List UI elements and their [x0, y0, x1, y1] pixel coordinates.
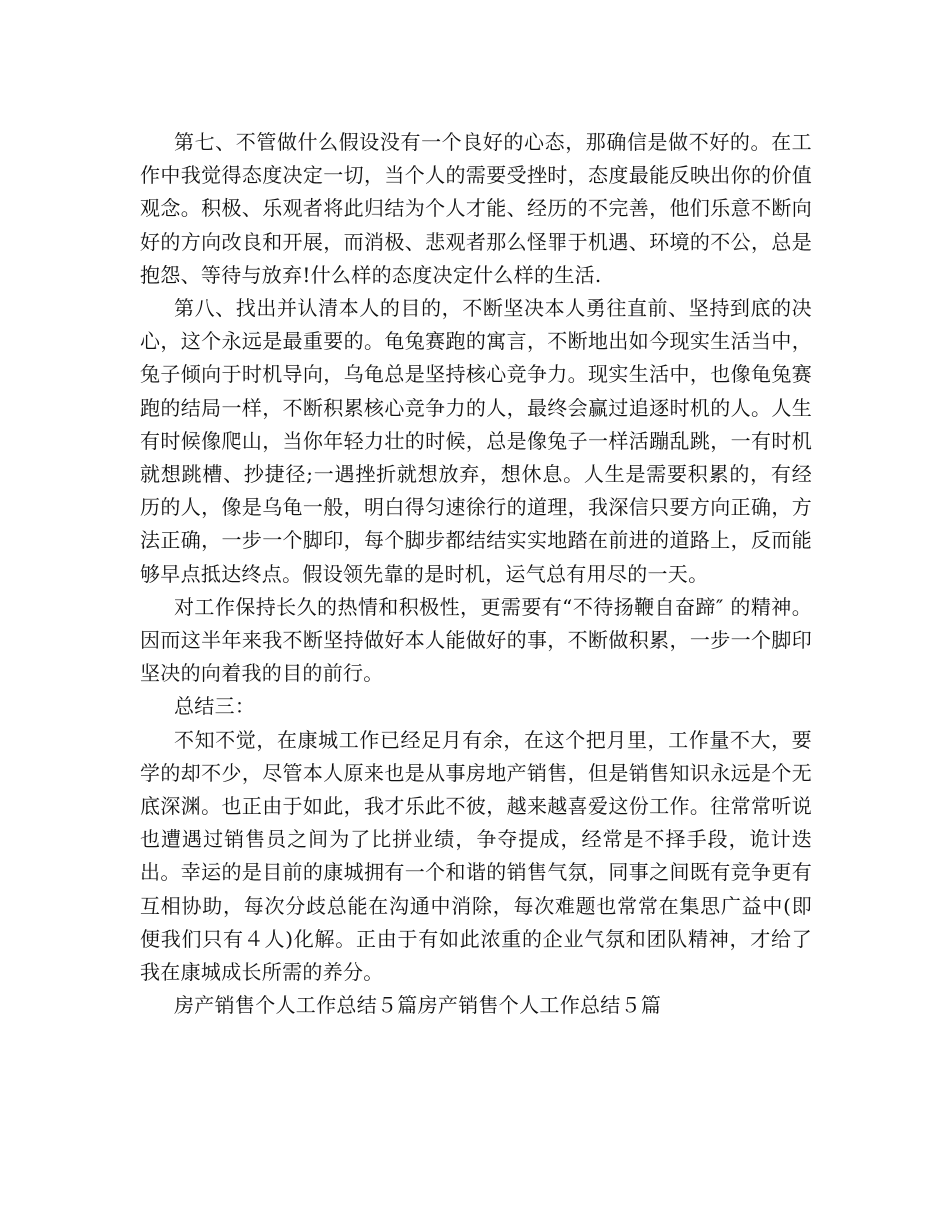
section-heading-summary-three: 总结三： — [174, 694, 256, 719]
paragraph-kangcheng-work: 不知不觉，在康城工作已经足月有余，在这个把月里，工作量不大，要学的却不少，尽管本人原来也是从事房地产销售，但是销售知识永远是个无底深渊。也正由于如此，我才乐此不彼，越来越喜爱这份工作。往常常听说也遭遇过销售员之间为了比拼业绩，争夺提成，经常是不择手段，诡计迭出。幸运的是目前的康城拥有一个和谐的销售气氛，同事之间既有竞争更有互相协助，每次分歧总能在沟通中消除，每次难题也常常在集思广益中(即便我们只有４人)化解。正由于有如此浓重的企业气氛和团队精神，才给了我在康城成长所需的养分。 — [140, 727, 812, 985]
document-body — [140, 126, 812, 1022]
paragraph-point-eight: 第八、找出并认清本人的目的，不断坚决本人勇往直前、坚持到底的决心，这个永远是最重要的。龟兔赛跑的寓言，不断地出如今现实生活当中，兔子倾向于时机导向，乌龟总是坚持核心竞争力。现实生活中，也像龟兔赛跑的结局一样，不断积累核心竞争力的人，最终会赢过追逐时机的人。人生有时候像爬山，当你年轻力壮的时候，总是像兔子一样活蹦乱跳，一有时机就想跳槽、抄捷径;一遇挫折就想放弃，想休息。人生是需要积累的，有经历的人，像是乌龟一般，明白得匀速徐行的道理，我深信只要方向正确，方法正确，一步一个脚印，每个脚步都结结实实地踏在前进的道路上，反而能够早点抵达终点。假设领先靠的是时机，运气总有用尽的一天。 — [140, 296, 812, 586]
paragraph-title-repeat: 房产销售个人工作总结５篇房产销售个人工作总结５篇 — [174, 993, 662, 1018]
paragraph-enthusiasm: 对工作保持长久的热情和积极性，更需要有“不待扬鞭自奋蹄″ 的精神。因而这半年来我不断坚持做好本人能做好的事，不断做积累，一步一个脚印坚决的向着我的目的前行。 — [140, 594, 812, 686]
paragraph-point-seven: 第七、不管做什么假设没有一个良好的心态，那确信是做不好的。在工作中我觉得态度决定一切，当个人的需要受挫时，态度最能反映出你的价值观念。积极、乐观者将此归结为个人才能、经历的不完善，他们乐意不断向好的方向改良和开展，而消极、悲观者那么怪罪于机遇、环境的不公，总是抱怨、等待与放弃!什么样的态度决定什么样的生活. — [140, 130, 812, 287]
